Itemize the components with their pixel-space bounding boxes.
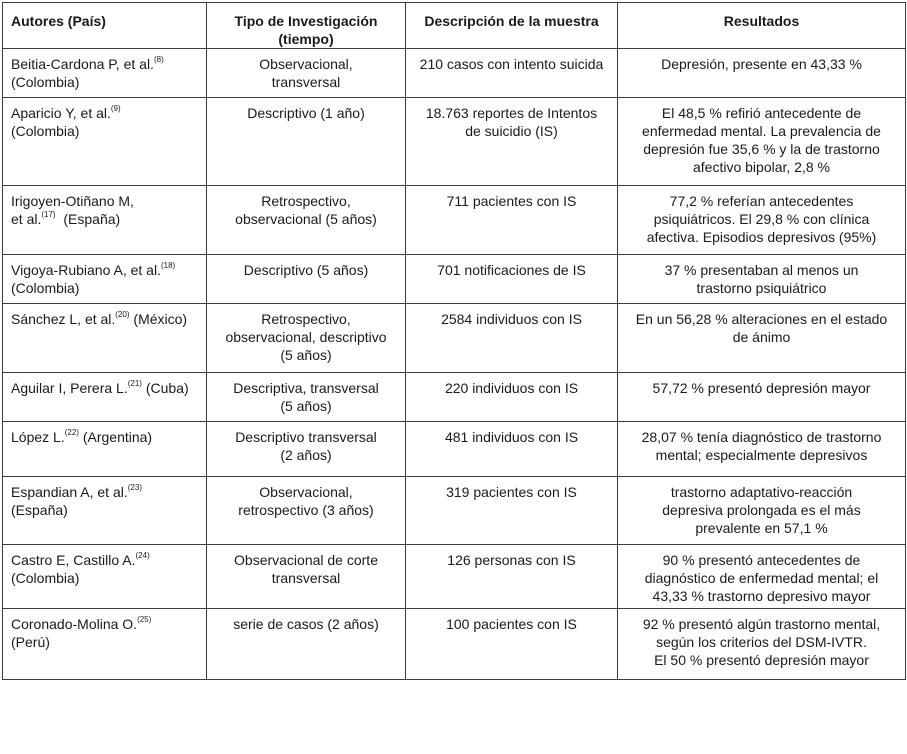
results-cell-line: 92 % presentó algún trastorno mental, xyxy=(642,616,881,632)
sample-cell-line: 319 pacientes con IS xyxy=(446,484,577,500)
type-cell xyxy=(207,545,406,609)
results-cell-line: 37 % presentaban al menos un xyxy=(664,262,859,278)
results-cell-line: El 50 % presentó depresión mayor xyxy=(654,652,869,668)
author-line: Sánchez L, et al. xyxy=(11,311,116,327)
header-type-line: (tiempo) xyxy=(278,31,334,47)
sample-cell-line: 18.763 reportes de Intentos xyxy=(425,105,598,121)
reference-number: (24) xyxy=(135,551,150,561)
author-line: (Colombia) xyxy=(11,123,80,139)
author-line: López L. xyxy=(11,429,65,445)
author-cell xyxy=(3,49,207,98)
author-line-wrap xyxy=(11,55,200,73)
type-cell-line: transversal xyxy=(271,74,341,90)
sample-cell xyxy=(406,186,618,255)
author-line-wrap xyxy=(11,379,200,397)
type-cell xyxy=(207,49,406,98)
results-cell xyxy=(618,373,906,422)
sample-cell xyxy=(406,422,618,477)
results-cell-line: En un 56,28 % alteraciones en el estado xyxy=(635,311,888,327)
results-cell-line: afectivo bipolar, 2,8 % xyxy=(693,159,830,175)
table-row xyxy=(3,545,906,609)
type-cell-line: (5 años) xyxy=(280,347,332,363)
sample-cell-line: 220 individuos con IS xyxy=(444,380,579,396)
table-row xyxy=(3,422,906,477)
type-cell-line: observacional, descriptivo xyxy=(225,329,387,345)
sample-cell-line: 711 pacientes con IS xyxy=(446,193,577,209)
author-line-wrap xyxy=(11,261,200,279)
results-cell-line: El 48,5 % refirió antecedente de xyxy=(661,105,862,121)
results-cell-line: 57,72 % presentó depresión mayor xyxy=(652,380,871,396)
reference-number: (21) xyxy=(127,379,142,389)
header-type-line: Tipo de Investigación xyxy=(234,13,378,29)
type-cell-line: Observacional, xyxy=(259,484,353,500)
author-cell xyxy=(3,609,207,680)
author-cell xyxy=(3,98,207,186)
author-cell xyxy=(3,304,207,373)
header-row xyxy=(3,3,906,49)
table-row xyxy=(3,255,906,304)
results-table xyxy=(2,2,906,680)
results-cell-line: trastorno psiquiátrico xyxy=(696,280,827,296)
author-line-wrap xyxy=(11,483,200,501)
author-line: Coronado-Molina O. xyxy=(11,616,138,632)
sample-cell xyxy=(406,477,618,545)
type-cell-line: (5 años) xyxy=(280,398,332,414)
type-cell xyxy=(207,98,406,186)
sample-cell-line: de suicidio (IS) xyxy=(465,123,558,139)
results-cell xyxy=(618,98,906,186)
type-cell-line: observacional (5 años) xyxy=(235,211,377,227)
sample-cell-line: 210 casos con intento suicida xyxy=(419,56,604,72)
table-row xyxy=(3,98,906,186)
author-line-wrap xyxy=(11,210,200,228)
results-cell-line: prevalente en 57,1 % xyxy=(695,520,828,536)
author-cell xyxy=(3,545,207,609)
results-cell-line: depresión fue 35,6 % y la de trastorno xyxy=(643,141,880,157)
header-type xyxy=(207,3,406,49)
results-cell xyxy=(618,477,906,545)
sample-cell xyxy=(406,545,618,609)
results-cell-line: Depresión, presente en 43,33 % xyxy=(661,56,862,72)
table-row xyxy=(3,304,906,373)
author-country: (México) xyxy=(129,311,188,327)
results-cell-line: de ánimo xyxy=(732,329,791,345)
sample-cell-line: 481 individuos con IS xyxy=(444,429,579,445)
type-cell xyxy=(207,255,406,304)
table-row xyxy=(3,609,906,680)
sample-cell-line: 100 pacientes con IS xyxy=(446,616,577,632)
results-cell-line: 28,07 % tenía diagnóstico de trastorno xyxy=(641,429,882,445)
sample-cell xyxy=(406,98,618,186)
type-cell xyxy=(207,477,406,545)
table-row xyxy=(3,49,906,98)
author-line: (Colombia) xyxy=(11,280,80,296)
reference-number: (25) xyxy=(137,615,152,625)
results-cell-line: 77,2 % referían antecedentes xyxy=(669,193,854,209)
header-authors: Autores (País) xyxy=(3,3,207,49)
sample-cell xyxy=(406,373,618,422)
author-line: (España) xyxy=(11,502,68,518)
type-cell-line: Retrospectivo, xyxy=(261,193,351,209)
author-line: (Perú) xyxy=(11,634,50,650)
reference-number: (22) xyxy=(64,428,79,438)
sample-cell xyxy=(406,304,618,373)
sample-cell-line: 2584 individuos con IS xyxy=(441,311,582,327)
type-cell-line: (2 años) xyxy=(280,447,332,463)
sample-cell xyxy=(406,255,618,304)
type-cell-line: serie de casos (2 años) xyxy=(233,616,379,632)
table-row xyxy=(3,477,906,545)
reference-number: (8) xyxy=(153,55,164,65)
table-body xyxy=(3,49,906,680)
reference-number: (17) xyxy=(41,210,56,220)
results-cell-line: según los criterios del DSM-IVTR. xyxy=(656,634,867,650)
results-cell xyxy=(618,49,906,98)
author-cell xyxy=(3,373,207,422)
type-cell xyxy=(207,609,406,680)
reference-number: (18) xyxy=(160,261,176,271)
author-line: (Colombia) xyxy=(11,74,80,90)
results-cell-line: trastorno adaptativo-reacción xyxy=(670,484,853,500)
author-line: Irigoyen-Otiñano M, xyxy=(11,193,134,209)
author-cell xyxy=(3,186,207,255)
author-line: Beitia-Cardona P, et al. xyxy=(11,56,154,72)
results-cell xyxy=(618,304,906,373)
author-line: Aparicio Y, et al. xyxy=(11,105,111,121)
type-cell-line: Descriptivo (5 años) xyxy=(243,262,369,278)
author-line-wrap xyxy=(11,104,200,122)
type-cell-line: Descriptivo transversal xyxy=(235,429,377,445)
results-cell-line: depresiva prolongada es el más xyxy=(662,502,861,518)
type-cell-line: Observacional, xyxy=(259,56,353,72)
author-line: et al. xyxy=(11,211,42,227)
author-line-wrap xyxy=(11,428,200,446)
author-cell xyxy=(3,422,207,477)
results-cell xyxy=(618,186,906,255)
author-line: Vigoya-Rubiano A, et al. xyxy=(11,262,161,278)
results-cell xyxy=(618,255,906,304)
author-cell xyxy=(3,255,207,304)
type-cell-line: Descriptiva, transversal xyxy=(233,380,379,396)
author-country: (Argentina) xyxy=(78,429,153,445)
author-cell xyxy=(3,477,207,545)
reference-number: (23) xyxy=(127,483,142,493)
type-cell xyxy=(207,186,406,255)
reference-number: (9) xyxy=(110,104,121,114)
results-cell-line: mental; especialmente depresivos xyxy=(655,447,868,463)
results-cell xyxy=(618,609,906,680)
type-cell xyxy=(207,373,406,422)
author-country: (Cuba) xyxy=(141,380,189,396)
author-line: Castro E, Castillo A. xyxy=(11,552,136,568)
results-cell-line: diagnóstico de enfermedad mental; el xyxy=(644,570,879,586)
type-cell-line: Descriptivo (1 año) xyxy=(247,105,365,121)
type-cell-line: retrospectivo (3 años) xyxy=(238,502,374,518)
table-row xyxy=(3,186,906,255)
type-cell-line: Retrospectivo, xyxy=(261,311,351,327)
results-cell-line: 90 % presentó antecedentes de xyxy=(662,552,861,568)
header-results: Resultados xyxy=(618,3,906,49)
table-row xyxy=(3,373,906,422)
type-cell xyxy=(207,304,406,373)
type-cell-line: transversal xyxy=(271,570,341,586)
results-cell-line: afectiva. Episodios depresivos (95%) xyxy=(646,229,877,245)
type-cell-line: Observacional de corte xyxy=(234,552,378,568)
header-sample: Descripción de la muestra xyxy=(406,3,618,49)
sample-cell xyxy=(406,49,618,98)
results-cell-line: 43,33 % trastorno depresivo mayor xyxy=(652,588,871,604)
author-country: (España) xyxy=(55,211,121,227)
sample-cell xyxy=(406,609,618,680)
author-line: Aguilar I, Perera L. xyxy=(11,380,128,396)
results-cell xyxy=(618,545,906,609)
author-line: (Colombia) xyxy=(11,570,80,586)
author-line-wrap xyxy=(11,615,200,633)
type-cell xyxy=(207,422,406,477)
results-cell-line: enfermedad mental. La prevalencia de xyxy=(642,123,881,139)
results-cell-line: psiquiátricos. El 29,8 % con clínica xyxy=(653,211,870,227)
author-line: Espandian A, et al. xyxy=(11,484,128,500)
author-line-wrap xyxy=(11,551,200,569)
reference-number: (20) xyxy=(115,310,130,320)
sample-cell-line: 701 notificaciones de IS xyxy=(437,262,586,278)
sample-cell-line: 126 personas con IS xyxy=(447,552,576,568)
author-line-wrap xyxy=(11,310,200,328)
results-cell xyxy=(618,422,906,477)
